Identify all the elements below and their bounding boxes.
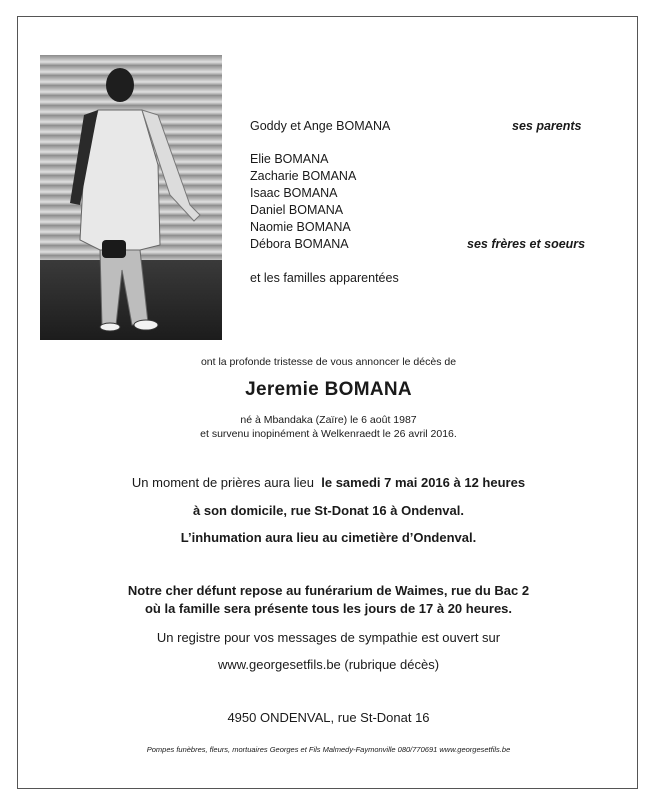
sibling-name: Elie BOMANA — [250, 152, 329, 166]
sibling-name: Zacharie BOMANA — [250, 169, 357, 183]
parents-names: Goddy et Ange BOMANA — [250, 119, 391, 133]
burial-info: L’inhumation aura lieu au cimetière d’Ondenval. — [180, 530, 477, 545]
announcement-intro: ont la profonde tristesse de vous annoncer le décès de — [200, 356, 457, 368]
sibling-name: Isaac BOMANA — [250, 186, 338, 200]
person-silhouette — [40, 55, 222, 340]
sibling-name: Daniel BOMANA — [250, 203, 344, 217]
families-line: et les familles apparentées — [250, 271, 399, 285]
prayer-date: le samedi 7 mai 2016 à 12 heures — [321, 475, 526, 490]
funeral-home-line-1: Notre cher défunt repose au funérarium de Waimes, rue du Bac 2 — [127, 583, 530, 598]
deceased-name: Jeremie BOMANA — [245, 379, 412, 400]
sibling-name: Débora BOMANA — [250, 237, 349, 251]
prayer-line — [0, 475, 657, 490]
death-line: et survenu inopinément à Welkenraedt le 26 avril 2016. — [200, 428, 457, 440]
register-line: Un registre pour vos messages de sympathie est ouvert sur — [156, 630, 501, 645]
funeral-director-footer: Pompes funèbres, fleurs, mortuaires Georges et Fils Malmedy-Faymonville 080/770691 www.georgesetfils.be — [146, 745, 511, 754]
parents-role: ses parents — [512, 119, 582, 133]
siblings-role: ses frères et soeurs — [467, 237, 586, 251]
birth-line: né à Mbandaka (Zaïre) le 6 août 1987 — [240, 414, 417, 426]
birth-death-info — [0, 413, 657, 441]
funeral-home-line-2: où la famille sera présente tous les jours de 17 à 20 heures. — [144, 601, 513, 616]
prayer-prefix: Un moment de prières aura lieu — [131, 475, 315, 490]
deceased-photo — [40, 55, 222, 340]
family-address: 4950 ONDENVAL, rue St-Donat 16 — [227, 710, 430, 725]
website-line: www.georgesetfils.be (rubrique décès) — [217, 657, 440, 672]
funeral-home-info — [0, 582, 657, 618]
prayer-place: à son domicile, rue St-Donat 16 à Ondenval. — [193, 503, 464, 518]
sibling-name: Naomie BOMANA — [250, 220, 351, 234]
